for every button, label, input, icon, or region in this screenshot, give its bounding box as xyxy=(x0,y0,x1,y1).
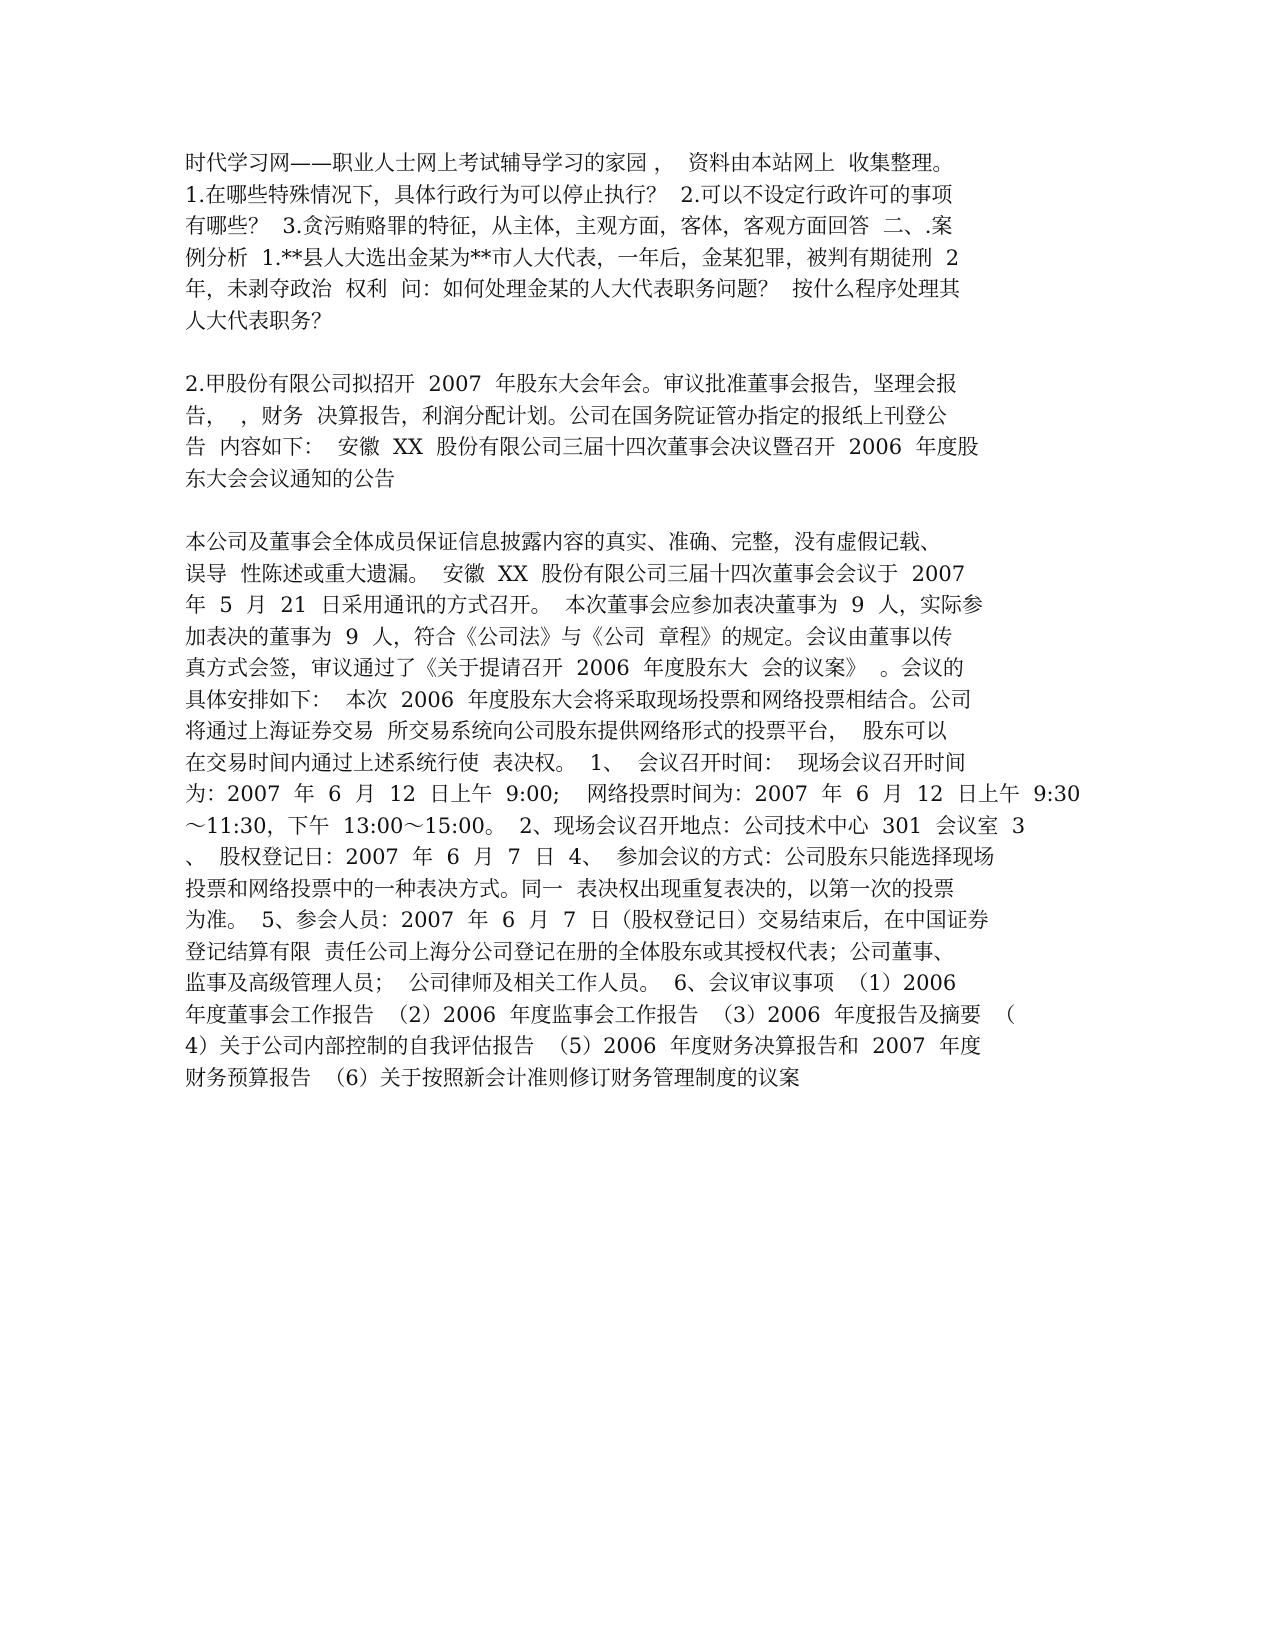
text-line: 为：2007 年 6 月 12 日上午 9:00; 网络投票时间为：2007 年 6 月 12 日上午 9:30 xyxy=(185,782,1081,806)
paragraph-case-two xyxy=(185,369,1135,495)
text-line: 投票和网络投票中的一种表决方式。同一 表决权出现重复表决的，以第一次的投票 xyxy=(185,876,955,901)
text-line: 将通过上海证券交易 所交易系统向公司股东提供网络形式的投票平台， 股东可以 xyxy=(185,719,947,743)
text-line: 时代学习网——职业人士网上考试辅导学习的家园 ， 资料由本站网上 收集整理。 xyxy=(185,151,954,175)
text-line: 4）关于公司内部控制的自我评估报告 （5）2006 年度财务决算报告和 2007 年度 xyxy=(185,1034,982,1058)
text-line: 告 内容如下： 安徽 XX 股份有限公司三届十四次董事会决议暨召开 2006 年度股 xyxy=(185,435,979,459)
text-line: 在交易时间内通过上述系统行使 表决权。 1、 会议召开时间： 现场会议召开时间 xyxy=(185,750,966,775)
text-line: 年 5 月 21 日采用通讯的方式召开。 本次董事会应参加表决董事为 9 人，实际参 xyxy=(185,593,983,617)
text-line: 、 股权登记日：2007 年 6 月 7 日 4、 参加会议的方式：公司股东只能选择现场 xyxy=(185,845,995,869)
text-line: 年，未剥夺政治 权利 问：如何处理金某的人大代表职务问题？ 按什么程序处理其 xyxy=(185,277,961,301)
text-line: 登记结算有限 责任公司上海分公司登记在册的全体股东或其授权代表；公司董事、 xyxy=(185,939,955,964)
text-line: 为准。 5、参会人员：2007 年 6 月 7 日（股权登记日）交易结束后，在中国证券 xyxy=(185,908,989,932)
text-line: 监事及高级管理人员； 公司律师及相关工作人员。 6、会议审议事项 （1）2006 xyxy=(185,971,957,995)
text-line: 2.甲股份有限公司拟招开 2007 年股东大会年会。审议批准董事会报告，坚理会报 xyxy=(185,372,958,396)
paragraph-announcement-body xyxy=(185,527,1135,1094)
text-line: 东大会会议通知的公告 xyxy=(185,466,395,491)
text-line: 有哪些？ 3.贪污贿赂罪的特征，从主体，主观方面，客体，客观方面回答 二、.案 xyxy=(185,214,953,238)
text-line: 人大代表职务？ xyxy=(185,308,332,333)
text-line: 年度董事会工作报告 （2）2006 年度监事会工作报告 （3）2006 年度报告及摘要 （ xyxy=(185,1002,1016,1027)
text-line: 例分析 1.**县人大选出金某为**市人大代表，一年后，金某犯罪，被判有期徒刑 2 xyxy=(185,245,960,270)
text-line: 真方式会签，审议通过了《关于提请召开 2006 年度股东大 会的议案》 。会议的 xyxy=(185,656,964,680)
text-line: 具体安排如下： 本次 2006 年度股东大会将采取现场投票和网络投票相结合。公司 xyxy=(185,687,972,712)
text-line: 财务预算报告 （6）关于按照新会计准则修订财务管理制度的议案 xyxy=(185,1065,800,1090)
text-line: 误导 性陈述或重大遗漏。 安徽 XX 股份有限公司三届十四次董事会会议于 2007 xyxy=(185,561,966,586)
text-line: 告， ，财务 决算报告，利润分配计划。公司在国务院证管办指定的报纸上刊登公 xyxy=(185,403,947,428)
paragraph-intro-questions xyxy=(185,148,1135,337)
text-line: 加表决的董事为 9 人，符合《公司法》与《公司 章程》的规定。会议由董事以传 xyxy=(185,624,953,649)
text-line: 本公司及董事会全体成员保证信息披露内容的真实、准确、完整，没有虚假记载、 xyxy=(185,530,941,554)
text-line: ～11:30，下午 13:00～15:00。 2、现场会议召开地点：公司技术中心 301 会议室 3 xyxy=(185,813,1026,838)
text-line: 1.在哪些特殊情况下，具体行政行为可以停止执行？ 2.可以不设定行政许可的事项 xyxy=(185,182,953,207)
